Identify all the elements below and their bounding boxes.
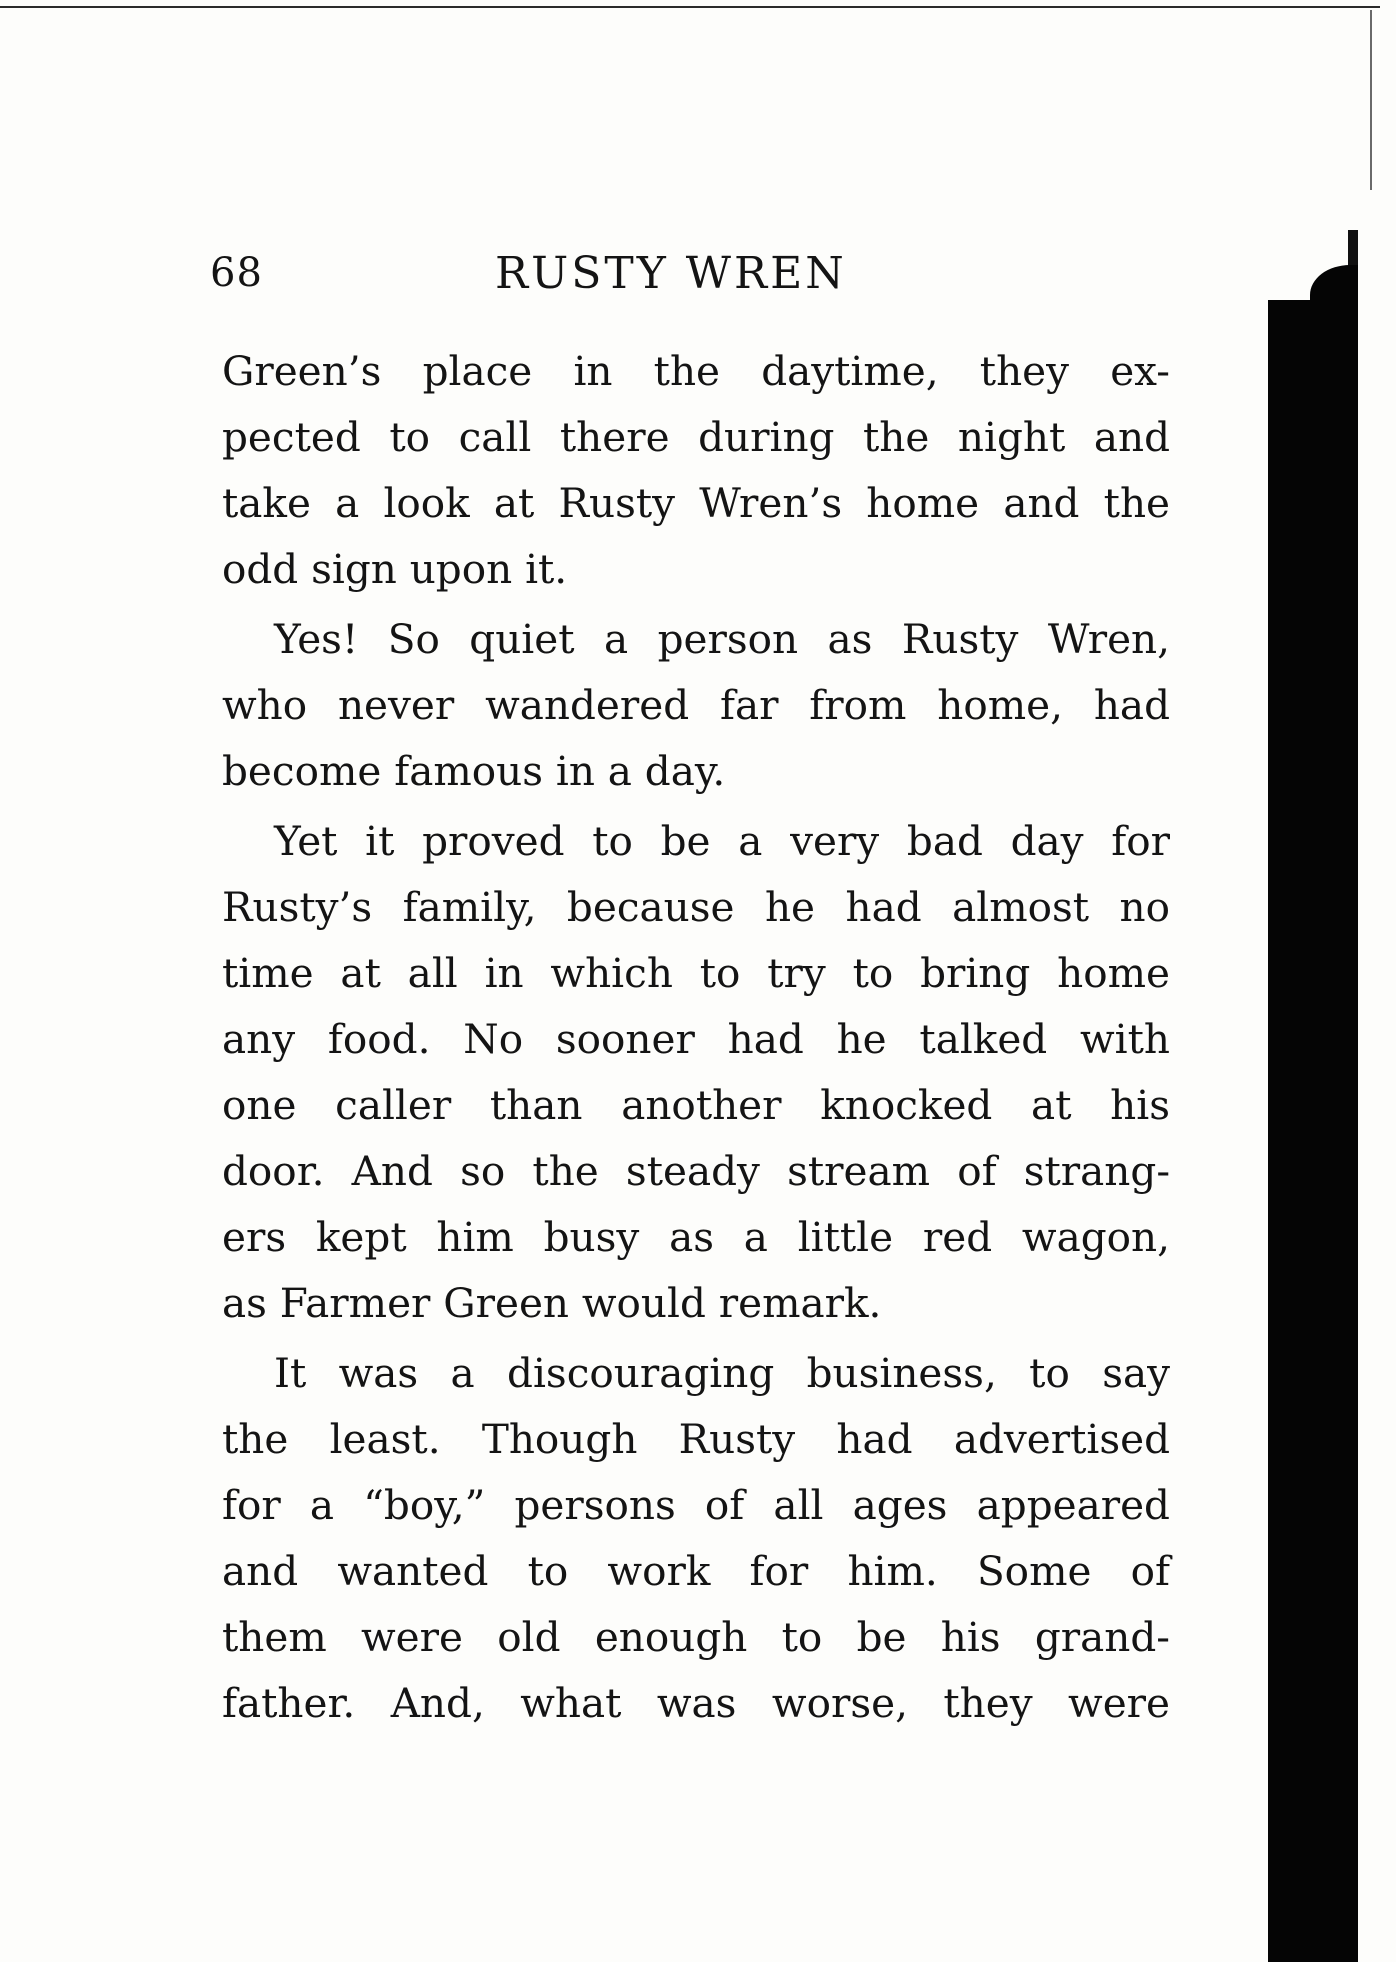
text-line: for a “boy,” persons of all ages appeared bbox=[222, 1481, 1170, 1529]
paragraph bbox=[222, 1340, 1170, 1736]
text-line: one caller than another knocked at his bbox=[222, 1081, 1170, 1129]
text-line: Yes! So quiet a person as Rusty Wren, bbox=[274, 615, 1170, 663]
page-header bbox=[200, 248, 900, 318]
binding-shadow-top bbox=[1310, 265, 1358, 305]
text-line: It was a discouraging business, to say bbox=[274, 1349, 1170, 1397]
top-rule bbox=[0, 6, 1380, 8]
text-line: any food. No sooner had he talked with bbox=[222, 1015, 1170, 1063]
text-line: ers kept him busy as a little red wagon, bbox=[222, 1213, 1170, 1261]
text-line: them were old enough to be his grand- bbox=[222, 1613, 1170, 1661]
paragraph bbox=[222, 338, 1170, 602]
text-line: the least. Though Rusty had advertised bbox=[222, 1415, 1170, 1463]
text-line: as Farmer Green would remark. bbox=[222, 1279, 882, 1327]
text-line: take a look at Rusty Wren’s home and the bbox=[222, 479, 1170, 527]
paragraph bbox=[222, 606, 1170, 804]
text-line: and wanted to work for him. Some of bbox=[222, 1547, 1170, 1595]
binding-shadow bbox=[1268, 300, 1358, 1962]
text-line: Green’s place in the daytime, they ex- bbox=[222, 347, 1170, 395]
text-line: pected to call there during the night and bbox=[222, 413, 1170, 461]
text-line: odd sign upon it. bbox=[222, 545, 568, 593]
body-text bbox=[222, 338, 1170, 1736]
text-line: who never wandered far from home, had bbox=[222, 681, 1170, 729]
paragraph bbox=[222, 808, 1170, 1336]
page-number: 68 bbox=[210, 250, 263, 296]
text-line: Yet it proved to be a very bad day for bbox=[274, 817, 1170, 865]
text-line: Rusty’s family, because he had almost no bbox=[222, 883, 1170, 931]
text-line: door. And so the steady stream of strang- bbox=[222, 1147, 1170, 1195]
text-line: time at all in which to try to bring home bbox=[222, 949, 1170, 997]
text-line: become famous in a day. bbox=[222, 747, 726, 795]
text-line: father. And, what was worse, they were bbox=[222, 1679, 1170, 1727]
running-head: RUSTY WREN bbox=[495, 248, 847, 299]
binding-shadow-notch bbox=[1348, 230, 1358, 270]
page-edge-line bbox=[1370, 10, 1372, 190]
